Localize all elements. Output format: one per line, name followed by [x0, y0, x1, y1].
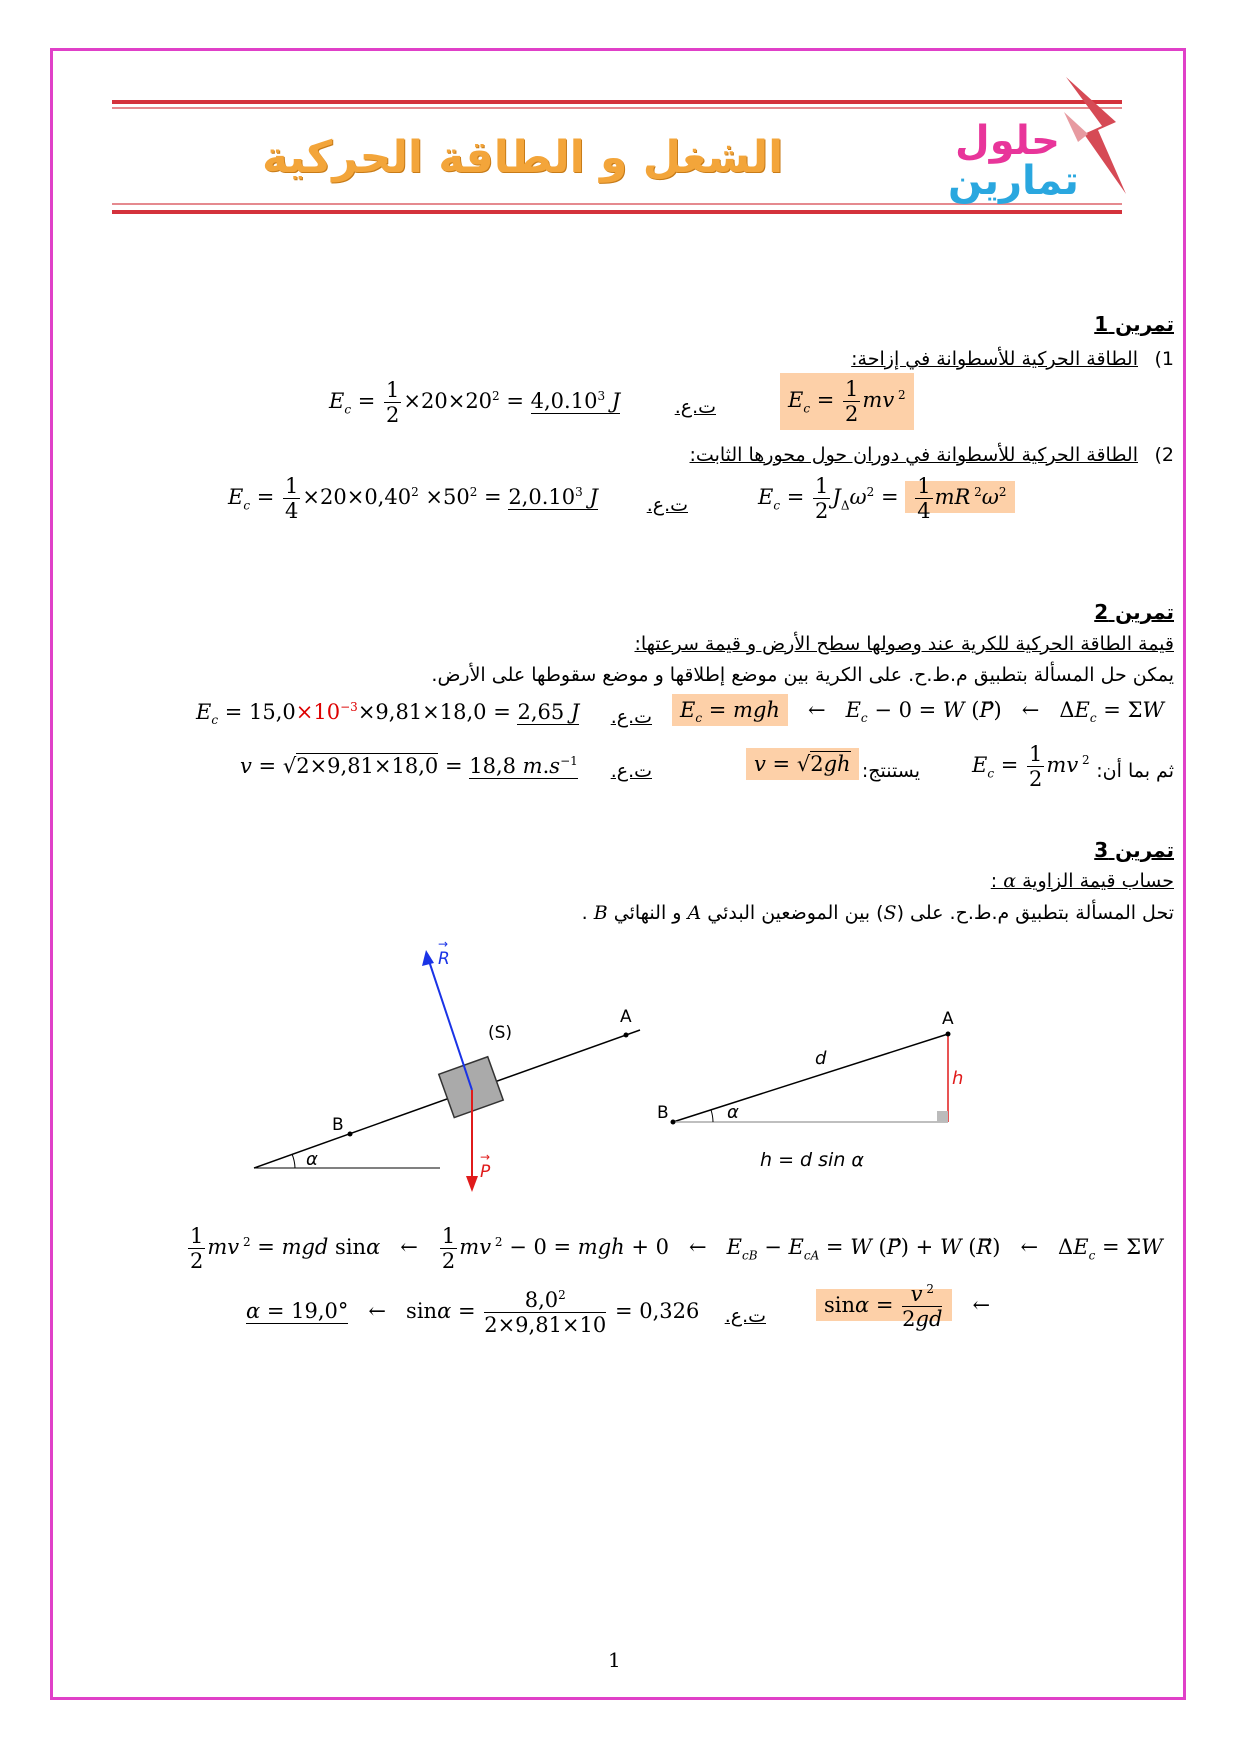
label-h: h	[952, 1068, 964, 1089]
label-R: R	[438, 949, 450, 969]
page-title: الشغل و الطاقة الحركية	[262, 132, 784, 183]
ex2-ec-def: $E_c$ = $\frac{1}{2}$ mv $^2$	[972, 742, 1090, 792]
alpha-label-right: α	[727, 1102, 739, 1123]
triangle-diagram	[645, 990, 975, 1190]
ex3-energy-equations: $\frac{1}{2}$ mv $^2$ = mgd sinα ← $\frac{1}{2}$ mv $^2$ − 0 = mgh + 0 ← $E_{cB} - E_{cA} = W$ (P⃗) + W (R⃗) ← $\Delta E_c = \Sigma W$	[190, 1224, 1163, 1274]
ex3-method-b: بين الموضعين البدئي	[707, 902, 871, 924]
label-d: d	[815, 1048, 827, 1069]
incline-force-diagram	[240, 930, 660, 1200]
ex1-q1-calc: $E_c$ = $\frac{1}{2}$ $\times 20\times 20^2 = 4,0.10^3$ J	[329, 378, 621, 428]
ex2-energy-calc: $E_c = 15,0\times 10^{-3}\times 9,81\times 18,0 = 2,65$ J	[196, 700, 580, 728]
banner-bottom-band	[112, 210, 1122, 214]
ex2-deduce: يستنتج:	[861, 760, 920, 782]
ex1-q1-formula: $E_c$ = $\frac{1}{2}$ mv $^2$	[780, 373, 914, 430]
ex2-since: ثم بما أن:	[1096, 760, 1174, 782]
ex1-q2-num: 2)	[1154, 444, 1174, 466]
ex1-heading: تمرين 1	[1094, 312, 1174, 336]
ex2-ta-1: ت.ع.	[610, 706, 652, 728]
triangle-caption: h = d sin α	[760, 1149, 864, 1171]
ex3-question-text: حساب قيمة الزاوية	[1022, 870, 1174, 892]
logo-line1: حلول	[955, 118, 1060, 164]
ex1-q2-text: الطاقة الحركية للأسطوانة في دوران حول محورها الثابت:	[689, 444, 1138, 466]
ex3-question: حساب قيمة الزاوية α :	[990, 870, 1174, 892]
label-P: P	[480, 1162, 491, 1182]
ex3-angle-calc: α = 19,0° ← sinα = $\frac{8,0^2}{2\times 9,81\times 10}$ = 0,326	[246, 1288, 700, 1338]
ex1-q1-num: 1)	[1154, 348, 1174, 370]
ex3-ta: ت.ع.	[724, 1305, 766, 1327]
svg-text:→: →	[480, 1150, 491, 1164]
ex1-q1-text: الطاقة الحركية للأسطوانة في إزاحة:	[851, 348, 1138, 370]
ex3-method-a: تحل المسألة بتطبيق م.ط.ح. على	[910, 902, 1174, 924]
ex3-sin-formula: sinα = $\frac{v ^2}{2gd}$ ←	[816, 1282, 990, 1331]
ex1-q2-calc: $E_c$ = $\frac{1}{4}$ $\times 20\times 0,40^2 \times 50^2 = 2,0.10^3$ J	[228, 474, 598, 524]
label-A-left: A	[620, 1007, 632, 1027]
ex3-heading: تمرين 3	[1094, 838, 1174, 862]
ex2-speed-calc: v = √2×9,81×18,0 = 18,8 $m.s^{-1}$	[240, 754, 578, 778]
ex2-energy-formula: $E_c$ = mgh ← $E_c - 0 = W$ (P⃗) ← $\Delta E_c = \Sigma W$	[672, 698, 1164, 725]
ex1-q2-ta: ت.ع.	[646, 494, 688, 516]
ex1-q2-formula: $E_c$ = $\frac{1}{2}$ $J_\Delta\omega^2$ = $\frac{1}{4}$ mR $^2\omega^2$	[758, 474, 1015, 523]
ex3-method-c: و النهائي	[613, 902, 682, 924]
label-B-left: B	[332, 1115, 344, 1135]
ex1-q1-ta: ت.ع.	[674, 396, 716, 418]
ex2-speed-formula: v = √2gh	[746, 748, 859, 780]
svg-text:→: →	[438, 937, 449, 951]
page-number: 1	[608, 1648, 621, 1672]
ex2-heading: تمرين 2	[1094, 600, 1174, 624]
banner-top-band	[112, 100, 1122, 104]
logo-line2: تمارين	[948, 158, 1079, 204]
label-B-right: B	[657, 1103, 669, 1123]
ex2-ta-2: ت.ع.	[610, 760, 652, 782]
ex3-method: تحل المسألة بتطبيق م.ط.ح. على (S) بين الموضعين البدئي A و النهائي B .	[581, 902, 1174, 924]
alpha-label-left: α	[306, 1149, 318, 1170]
ex2-method: يمكن حل المسألة بتطبيق م.ط.ح. على الكرية بين موضع إطلاقها و موضع سقوطها على الأرض.	[431, 664, 1174, 686]
ex2-question: قيمة الطاقة الحركية للكرية عند وصولها سطح الأرض و قيمة سرعتها:	[634, 633, 1174, 655]
banner-top-band-thin	[112, 107, 1122, 109]
label-S: (S)	[488, 1023, 513, 1043]
label-A-right: A	[942, 1009, 954, 1029]
logo-arrow-icon	[1058, 72, 1138, 202]
